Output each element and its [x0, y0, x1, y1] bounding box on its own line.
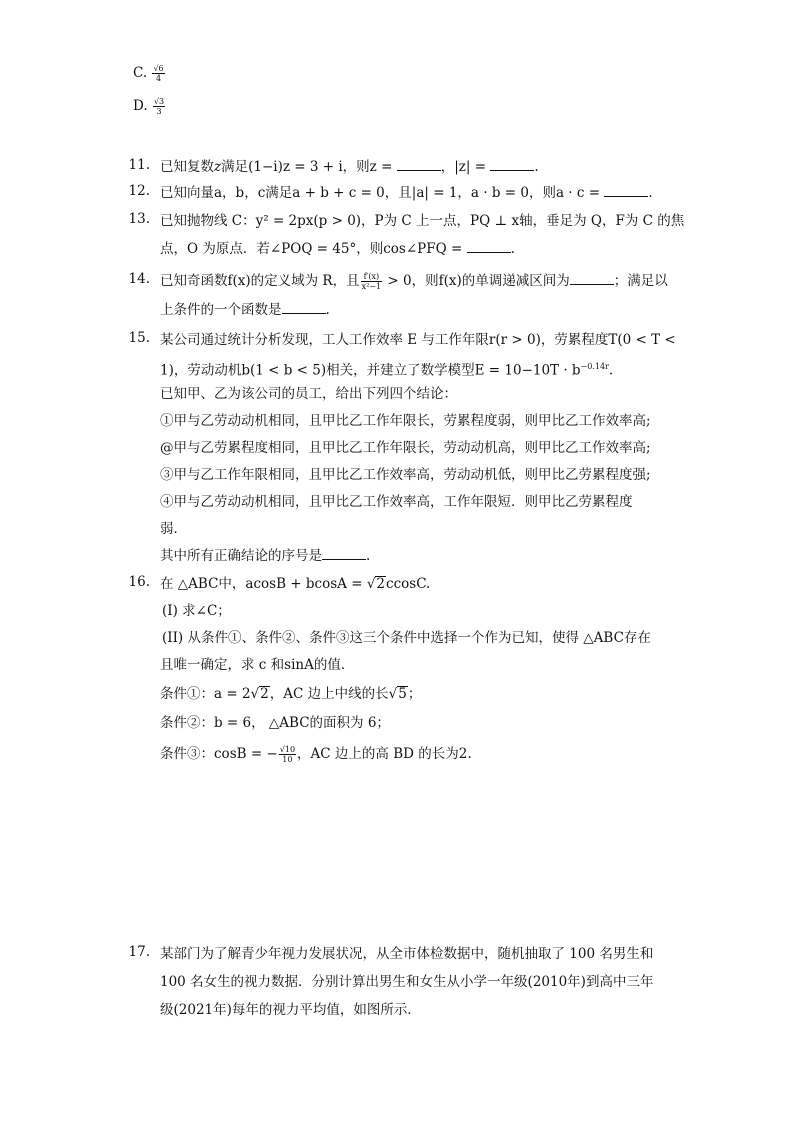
option-c: [133, 64, 166, 83]
question-number: 17.: [128, 944, 150, 960]
fraction: $\frac{√10}{10}$: [279, 745, 296, 764]
conclusion-4: ④甲与乙劳动动机相同，且甲比乙工作效率高，工作年限短．则甲比乙劳累程度: [160, 494, 633, 510]
question-11-text: 已知复数z满足(1−i)z = 3 + i，则z = ，|z| = .: [160, 159, 539, 175]
question-17-line-2: 100 名女生的视力数据．分别计算出男生和女生从小学一年级(2010年)到高中三年: [160, 974, 654, 990]
question-15-line-1: 某公司通过统计分析发现，工人工作效率 E 与工作年限r(r > 0)，劳累程度T(0 < T <: [160, 332, 676, 348]
option-d-fraction: $\frac{√3}{3}$: [153, 97, 165, 116]
conclusion-4-cont: 弱．: [160, 521, 187, 537]
question-14-line-1: 已知奇函数f(x)的定义域为 R，且 $\frac{f'(x)}{\text{x²−1}}$ > 0，则f(x)的单调递减区间为 ；满足以: [160, 272, 668, 291]
answer-blank[interactable]: [467, 240, 511, 253]
question-13-line-1: 已知抛物线 C：y² = 2px(p > 0)，P为 C 上一点，PQ ⊥ x轴，垂足为 Q，F为 C 的焦: [160, 213, 685, 229]
answer-blank[interactable]: [490, 158, 534, 171]
question-12-text: 已知向量a，b，c满足a + b + c = 0，且|a| = 1，a · b = 0，则a · c = .: [160, 185, 653, 201]
answer-blank[interactable]: [322, 547, 366, 560]
question-15-line-2: 1)，劳动动机b(1 < b < 5)相关，并建立了数学模型$E = 10-10T \cdot b^{-0.14r}$.: [160, 362, 614, 379]
question-number: 12.: [128, 183, 150, 199]
question-17-line-3: 级(2021年)每年的视力平均值，如图所示．: [160, 1002, 421, 1018]
answer-blank[interactable]: [604, 184, 648, 197]
condition-2: 条件②：b = 6， △ABC的面积为 6；: [160, 715, 390, 731]
part-2: (II) 从条件①、条件②、条件③这三个条件中选择一个作为已知，使得 △ABC存在: [162, 630, 651, 646]
question-14-line-2: 上条件的一个函数是 .: [160, 302, 330, 318]
question-16-line-1: 在 △ABC中，acosB + bcosA = √2ccosC.: [160, 576, 431, 592]
question-17-line-1: 某部门为了解青少年视力发展状况，从全市体检数据中，随机抽取了 100 名男生和: [160, 946, 654, 962]
option-c-fraction: $\frac{√6}{4}$: [153, 64, 164, 83]
option-d-label: D.: [133, 98, 148, 114]
question-number: 16.: [128, 574, 150, 590]
question-number: 13.: [128, 211, 150, 227]
part-2-cont: 且唯一确定，求 c 和sinA的值．: [160, 657, 355, 673]
answer-blank[interactable]: [282, 301, 326, 314]
option-c-label: C.: [133, 65, 148, 81]
question-number: 11.: [128, 157, 150, 173]
question-13-line-2: 点，O 为原点．若∠POQ = 45°，则cos∠PFQ = .: [160, 241, 515, 257]
fraction: $\frac{f'(x)}{\text{x²−1}}$: [361, 272, 382, 291]
question-15-line-3: 已知甲、乙为该公司的员工，给出下列四个结论：: [160, 386, 457, 402]
part-1: (I) 求∠C；: [162, 603, 231, 619]
conclusion-3: ③甲与乙工作年限相同，且甲比乙工作效率高，劳动动机低，则甲比乙劳累程度强;: [160, 467, 651, 483]
conclusion-1: ①甲与乙劳动动机相同，且甲比乙工作年限长，劳累程度弱，则甲比乙工作效率高;: [160, 413, 651, 429]
question-15-answer-line: 其中所有正确结论的序号是 .: [160, 548, 371, 564]
condition-1: 条件①：a = 2√2，AC 边上中线的长√5；: [160, 686, 422, 702]
conclusion-2: @甲与乙劳累程度相同，且甲比乙工作年限长，劳动动机高，则甲比乙工作效率高;: [160, 440, 651, 456]
question-number: 15.: [128, 330, 150, 346]
answer-blank[interactable]: [570, 272, 614, 285]
option-d: [133, 97, 166, 116]
question-number: 14.: [128, 271, 150, 287]
answer-blank[interactable]: [397, 158, 441, 171]
condition-3: 条件③：cosB = − $\frac{√10}{10}$ ，AC 边上的高 BD 的长为2.: [160, 745, 472, 764]
